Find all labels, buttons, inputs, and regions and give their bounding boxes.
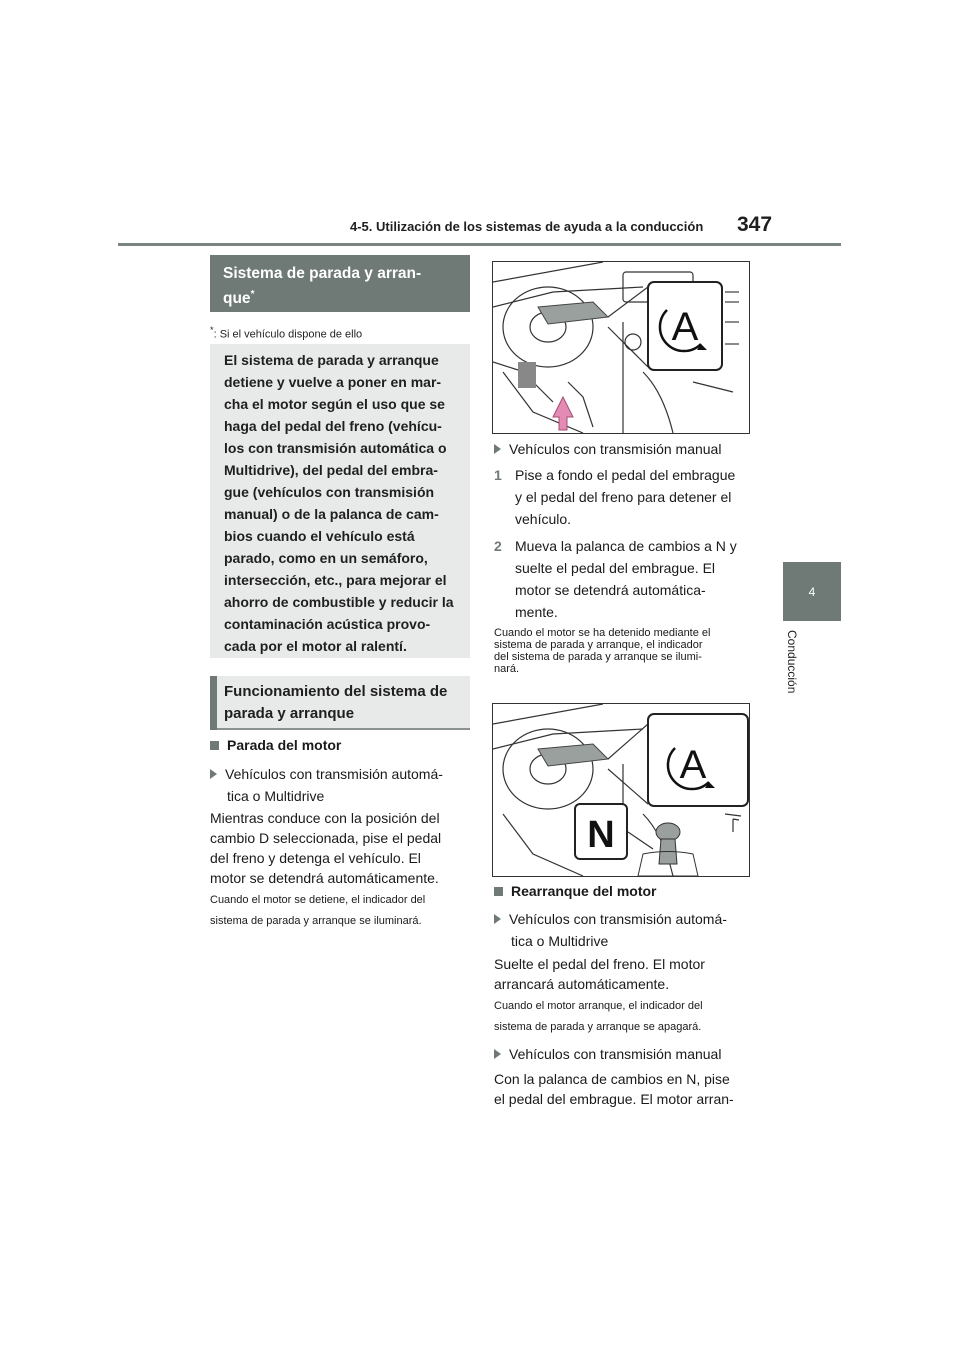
step-text: motor se detendrá automática-: [515, 582, 706, 598]
asterisk-mark: *: [250, 288, 255, 300]
step-1: [494, 464, 735, 530]
text-line: del freno y detenga el vehículo. El: [210, 850, 421, 866]
step-number: 2: [494, 538, 502, 554]
step-text: Mueva la palanca de cambios a N y: [515, 538, 737, 554]
bullet-manual-stop: [494, 438, 721, 460]
dashboard-illustration: [493, 262, 749, 433]
text-line: Con la palanca de cambios en N, pise: [494, 1071, 730, 1087]
intro-line: bios cuando el vehículo está: [224, 528, 415, 544]
header-section-title: 4-5. Utilización de los sistemas de ayuda a la conducción: [350, 219, 704, 234]
stop-start-indicator-letter: A: [679, 743, 707, 787]
intro-line: Multidrive), del pedal del embra-: [224, 462, 438, 478]
note-line: Cuando el motor arranque, el indicador del: [494, 1000, 703, 1012]
bullet-manual-restart: [494, 1043, 721, 1065]
footnote: [210, 325, 362, 341]
text-line: Suelte el pedal del freno. El motor: [494, 956, 705, 972]
bullet-text: Vehículos con transmisión automá-: [509, 911, 727, 927]
note-line: sistema de parada y arranque se apagará.: [494, 1021, 702, 1033]
subheading-engine-stop: [210, 737, 341, 753]
step-2: [494, 535, 737, 623]
section-heading-operation: [210, 676, 470, 730]
intro-line: manual) o de la palanca de cam-: [224, 506, 439, 522]
text-line: arrancará automáticamente.: [494, 976, 670, 992]
triangle-bullet-icon: [210, 769, 217, 779]
step-text: vehículo.: [515, 511, 572, 527]
subheading-engine-restart: [494, 883, 656, 899]
footnote-mark: *: [210, 325, 214, 335]
triangle-bullet-icon: [494, 444, 501, 454]
note-line: sistema de parada y arranque, el indicador: [494, 639, 703, 651]
section-heading-line2: que: [223, 289, 251, 307]
gear-lever-icon: [638, 823, 698, 876]
square-bullet-icon: [494, 887, 503, 896]
figure-gear-lever-indicator: [492, 703, 750, 877]
text-line: el pedal del embrague. El motor arran-: [494, 1091, 734, 1107]
subheading-text: Parada del motor: [227, 737, 342, 753]
bullet-text: Vehículos con transmisión automá-: [225, 766, 443, 782]
step-text: mente.: [515, 604, 558, 620]
note-line: del sistema de parada y arranque se ilumi-: [494, 651, 702, 663]
text-line: Mientras conduce con la posición del: [210, 810, 440, 826]
note-line: nará.: [494, 663, 520, 675]
intro-line: gue (vehículos con transmisión: [224, 484, 435, 500]
pink-arrow-icon: [553, 397, 573, 430]
paragraph-manual-restart: [494, 1069, 734, 1109]
intro-line: cada por el motor al ralentí.: [224, 638, 407, 654]
bullet-text: Vehículos con transmisión manual: [509, 1046, 722, 1062]
bullet-text-cont: tica o Multidrive: [227, 788, 325, 804]
figure-brake-pedal-indicator: [492, 261, 750, 434]
paragraph-auto-restart: [494, 954, 705, 994]
note-line: sistema de parada y arranque se iluminará.: [210, 915, 422, 927]
intro-line: detiene y vuelve a poner en mar-: [224, 374, 442, 390]
stop-start-indicator-letter: A: [671, 305, 699, 349]
note-line: Cuando el motor se detiene, el indicador del: [210, 894, 426, 906]
section2-line1: Funcionamiento del sistema de: [224, 683, 448, 700]
text-line: motor se detendrá automáticamente.: [210, 870, 439, 886]
intro-line: intersección, etc., para mejorar el: [224, 572, 447, 588]
dashboard-illustration-manual: [493, 704, 749, 876]
page-number: 347: [737, 213, 773, 236]
section2-line2: parada y arranque: [224, 705, 355, 722]
footnote-text: : Si el vehículo dispone de ello: [213, 328, 363, 341]
bullet-text-cont: tica o Multidrive: [511, 933, 609, 949]
step-text: Pise a fondo el pedal del embrague: [515, 467, 736, 483]
intro-line: El sistema de parada y arranque: [224, 352, 439, 368]
step-text: y el pedal del freno para detener el: [515, 489, 732, 505]
intro-line: parado, como en un semáforo,: [224, 550, 428, 566]
section-heading-stop-start: [210, 255, 470, 312]
note-manual-stop: [494, 627, 710, 675]
section2-accent-bar: [210, 676, 217, 730]
chapter-name: Conducción: [785, 630, 799, 694]
intro-line: ahorro de combustible y reducir la: [224, 594, 454, 610]
square-bullet-icon: [210, 741, 219, 750]
text-line: cambio D seleccionada, pise el pedal: [210, 830, 442, 846]
note-auto-restart: [494, 996, 703, 1038]
subheading-text: Rearranque del motor: [511, 883, 657, 899]
bullet-automatic-restart: [494, 908, 727, 952]
intro-line: los con transmisión automática o: [224, 440, 447, 456]
step-text: suelte el pedal del embrague. El: [515, 560, 716, 576]
bullet-automatic-stop: [210, 763, 443, 807]
intro-line: haga del pedal del freno (vehícu-: [224, 418, 442, 434]
header-rule: [118, 243, 841, 246]
chapter-number: 4: [808, 584, 816, 599]
bullet-text: Vehículos con transmisión manual: [509, 441, 722, 457]
triangle-bullet-icon: [494, 1049, 501, 1059]
note-auto-stop: [210, 890, 425, 932]
gear-position-letter: N: [587, 814, 615, 856]
triangle-bullet-icon: [494, 914, 501, 924]
note-line: Cuando el motor se ha detenido mediante el: [494, 627, 711, 639]
paragraph-auto-stop: [210, 808, 441, 888]
intro-box: [210, 344, 470, 658]
chapter-label: [782, 630, 802, 710]
step-number: 1: [494, 467, 502, 483]
intro-line: cha el motor según el uso que se: [224, 396, 445, 412]
intro-line: contaminación acústica provo-: [224, 616, 431, 632]
chapter-tab: [783, 562, 841, 621]
section-heading-line1: Sistema de parada y arran-: [223, 265, 422, 282]
